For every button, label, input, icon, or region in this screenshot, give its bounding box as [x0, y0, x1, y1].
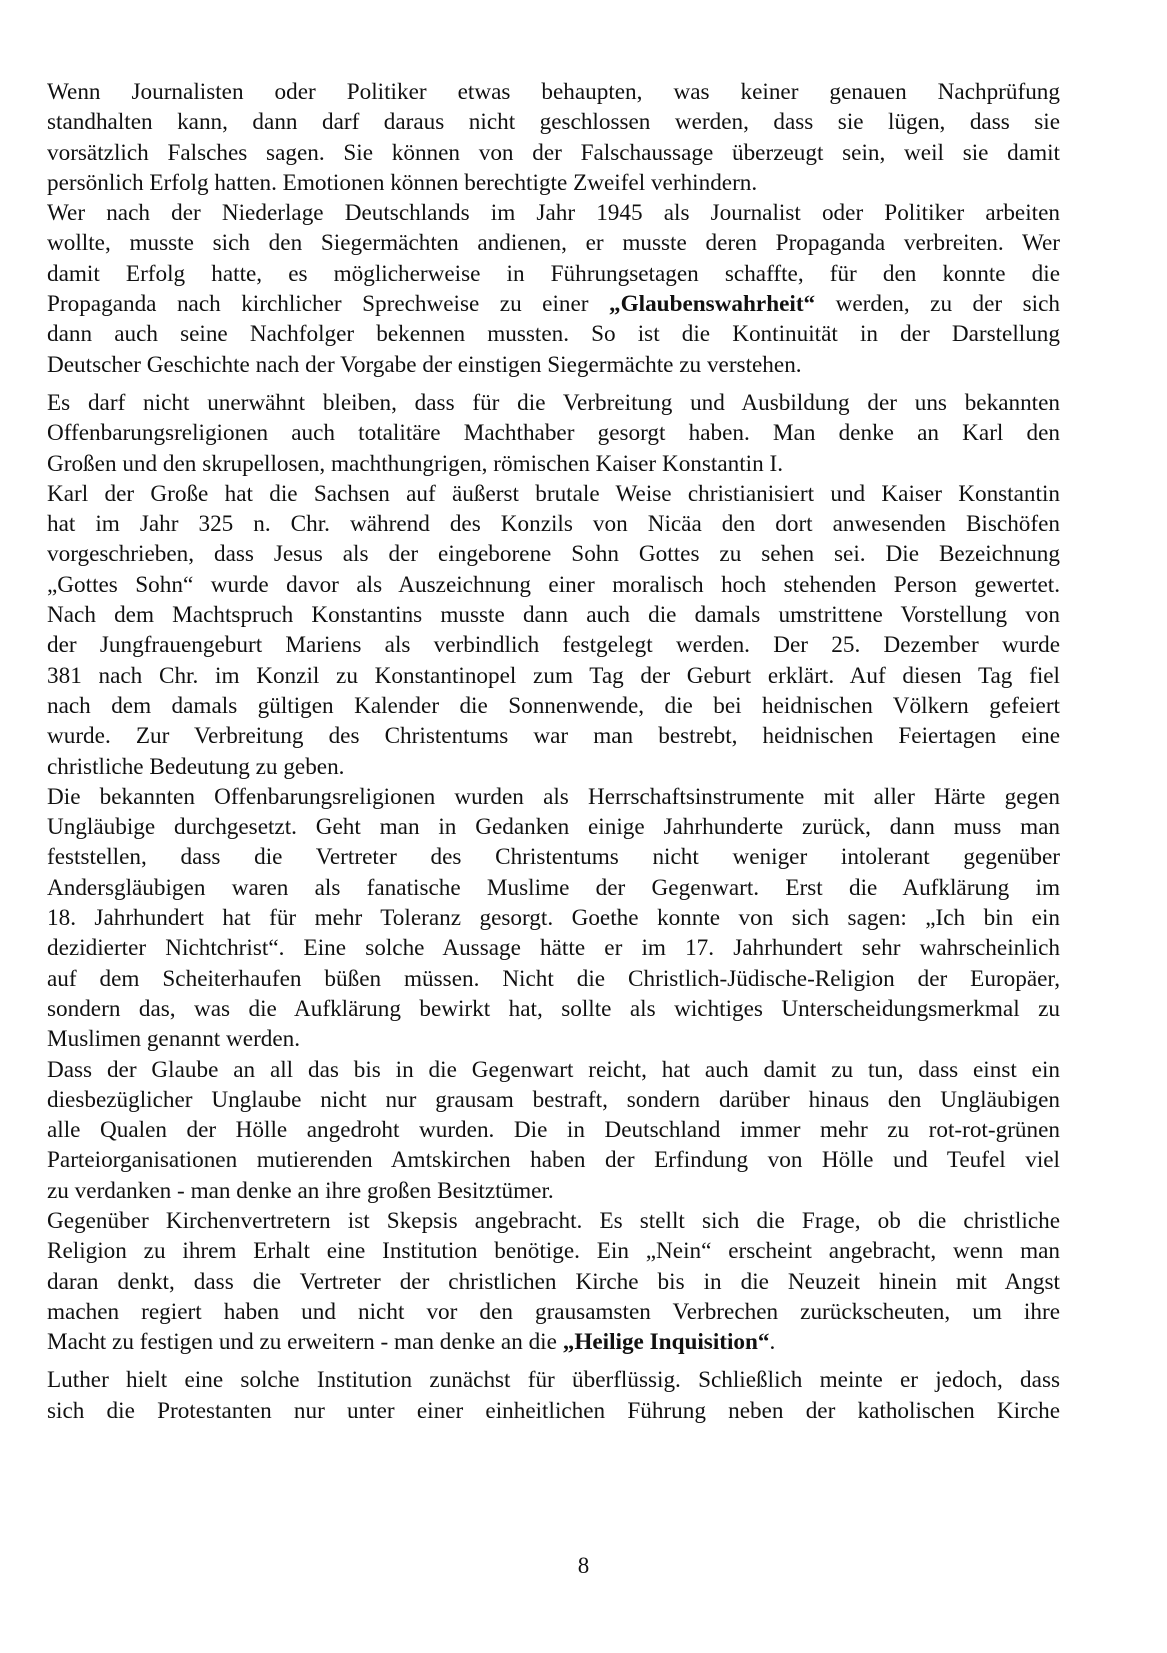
- text-line: Gegenüber Kirchenvertretern ist Skepsis angebracht. Es stellt sich die Frage, ob die christliche: [47, 1207, 1060, 1234]
- text-line: Es darf nicht unerwähnt bleiben, dass für die Verbreitung und Ausbildung der uns bekannten: [47, 389, 1060, 416]
- text-line: Dass der Glaube an all das bis in die Gegenwart reicht, hat auch damit zu tun, dass einst ein: [47, 1056, 1060, 1083]
- page-number: 8: [577, 1553, 590, 1578]
- document-page: [47, 77, 1060, 1426]
- paragraph-1: [47, 77, 1060, 198]
- text-line: Offenbarungsreligionen auch totalitäre Machthaber gesorgt haben. Man denke an Karl den: [47, 420, 1060, 447]
- text-line: der Jungfrauengeburt Mariens als verbindlich festgelegt werden. Der 25. Dezember wurde: [47, 632, 1060, 659]
- text-line: daran denkt, dass die Vertreter der christlichen Kirche bis in die Neuzeit hinein mit Angst: [47, 1268, 1060, 1295]
- paragraph-8: [47, 1365, 1060, 1426]
- text-line: vorgeschrieben, dass Jesus als der eingeborene Sohn Gottes zu sehen sei. Die Bezeichnung: [47, 541, 1060, 568]
- text-line: vorsätzlich Falsches sagen. Sie können von der Falschaussage überzeugt sein, weil sie damit: [47, 139, 1060, 166]
- emphasis-heilige-inquisition: „Heilige Inquisition“: [562, 1329, 770, 1356]
- text-line: hat im Jahr 325 n. Chr. während des Konzils von Nicäa den dort anwesenden Bischöfen: [47, 511, 1060, 538]
- text-line: 381 nach Chr. im Konzil zu Konstantinopel zum Tag der Geburt erklärt. Auf diesen Tag fiel: [47, 662, 1060, 689]
- text-line: sondern das, was die Aufklärung bewirkt hat, sollte als wichtiges Unterscheidungsmerkmal zu: [47, 995, 1060, 1022]
- text-line: Parteiorganisationen mutierenden Amtskirchen haben der Erfindung von Hölle und Teufel viel: [47, 1147, 1060, 1174]
- text-line: Ungläubige durchgesetzt. Geht man in Gedanken einige Jahrhunderte zurück, dann muss man: [47, 814, 1060, 841]
- text-line: nach dem damals gültigen Kalender die Sonnenwende, die bei heidnischen Völkern gefeiert: [47, 692, 1060, 719]
- text-line: auf dem Scheiterhaufen büßen müssen. Nicht die Christlich-Jüdische-Religion der Europäer,: [47, 965, 1060, 992]
- text-line: zu verdanken - man denke an ihre großen Besitztümer.: [47, 1177, 554, 1204]
- text-line: wurde. Zur Verbreitung des Christentums war man bestrebt, heidnischen Feiertagen eine: [47, 723, 1060, 750]
- text-line: damit Erfolg hatte, es möglicherweise in Führungsetagen schaffte, für den konnte die: [47, 260, 1060, 287]
- emphasis-glaubenswahrheit: „Glaubenswahrheit“: [609, 291, 816, 318]
- text-run: .: [769, 1329, 776, 1356]
- text-line: 18. Jahrhundert hat für mehr Toleranz gesorgt. Goethe konnte von sich sagen: „Ich bin ein: [47, 905, 1060, 932]
- text-line-with-emphasis: [47, 289, 1060, 319]
- paragraph-3: [47, 388, 1060, 479]
- text-line: „Gottes Sohn“ wurde davor als Auszeichnung einer moralisch hoch stehenden Person gewertet.: [47, 571, 1060, 598]
- text-line: Religion zu ihrem Erhalt eine Institution benötige. Ein „Nein“ erscheint angebracht, wenn man: [47, 1238, 1060, 1265]
- text-line: Wer nach der Niederlage Deutschlands im Jahr 1945 als Journalist oder Politiker arbeiten: [47, 200, 1060, 227]
- text-run: Macht zu festigen und zu erweitern - man denke an die: [47, 1329, 563, 1356]
- text-line: Wenn Journalisten oder Politiker etwas behaupten, was keiner genauen Nachprüfung: [47, 79, 1060, 105]
- paragraph-6: [47, 1055, 1060, 1206]
- text-line: Karl der Große hat die Sachsen auf äußerst brutale Weise christianisiert und Kaiser Konstantin: [47, 480, 1060, 507]
- paragraph-5: [47, 782, 1060, 1055]
- text-line: sich die Protestanten nur unter einer einheitlichen Führung neben der katholischen Kirche: [47, 1397, 1060, 1424]
- text-line: Muslimen genannt werden.: [47, 1026, 301, 1053]
- text-line: christliche Bedeutung zu geben.: [47, 753, 345, 780]
- paragraph-4: [47, 479, 1060, 782]
- text-line: Nach dem Machtspruch Konstantins musste dann auch die damals umstrittene Vorstellung von: [47, 602, 1060, 629]
- text-line: machen regiert haben und nicht vor den grausamsten Verbrechen zurückscheuten, um ihre: [47, 1298, 1060, 1325]
- text-line: Die bekannten Offenbarungsreligionen wurden als Herrschaftsinstrumente mit aller Härte gegen: [47, 783, 1060, 810]
- text-run: werden, zu der sich: [815, 291, 1060, 318]
- text-line: dann auch seine Nachfolger bekennen mussten. So ist die Kontinuität in der Darstellung: [47, 321, 1060, 348]
- text-line: wollte, musste sich den Siegermächten andienen, er musste deren Propaganda verbreiten. Wer: [47, 230, 1060, 257]
- text-line: diesbezüglicher Unglaube nicht nur grausam bestraft, sondern darüber hinaus den Ungläubigen: [47, 1086, 1060, 1113]
- text-line: Großen und den skrupellosen, machthungrigen, römischen Kaiser Konstantin I.: [47, 450, 784, 477]
- text-run: Propaganda nach kirchlicher Sprechweise zu einer: [47, 291, 610, 318]
- text-line-with-emphasis: [47, 1327, 1060, 1357]
- text-line: Luther hielt eine solche Institution zunächst für überflüssig. Schließlich meinte er jedoch, dass: [47, 1367, 1060, 1394]
- text-line: standhalten kann, dann darf daraus nicht geschlossen werden, dass sie lügen, dass sie: [47, 109, 1060, 136]
- text-line: dezidierter Nichtchrist“. Eine solche Aussage hätte er im 17. Jahrhundert sehr wahrscheinlich: [47, 935, 1060, 962]
- text-line: alle Qualen der Hölle angedroht wurden. Die in Deutschland immer mehr zu rot-rot-grünen: [47, 1117, 1060, 1144]
- paragraph-2: [47, 198, 1060, 380]
- text-line: Deutscher Geschichte nach der Vorgabe der einstigen Siegermächte zu verstehen.: [47, 351, 802, 378]
- text-line: Andersgläubigen waren als fanatische Muslime der Gegenwart. Erst die Aufklärung im: [47, 874, 1060, 901]
- text-line: persönlich Erfolg hatten. Emotionen können berechtigte Zweifel verhindern.: [47, 169, 758, 196]
- paragraph-7: [47, 1206, 1060, 1357]
- text-line: feststellen, dass die Vertreter des Christentums nicht weniger intolerant gegenüber: [47, 844, 1060, 871]
